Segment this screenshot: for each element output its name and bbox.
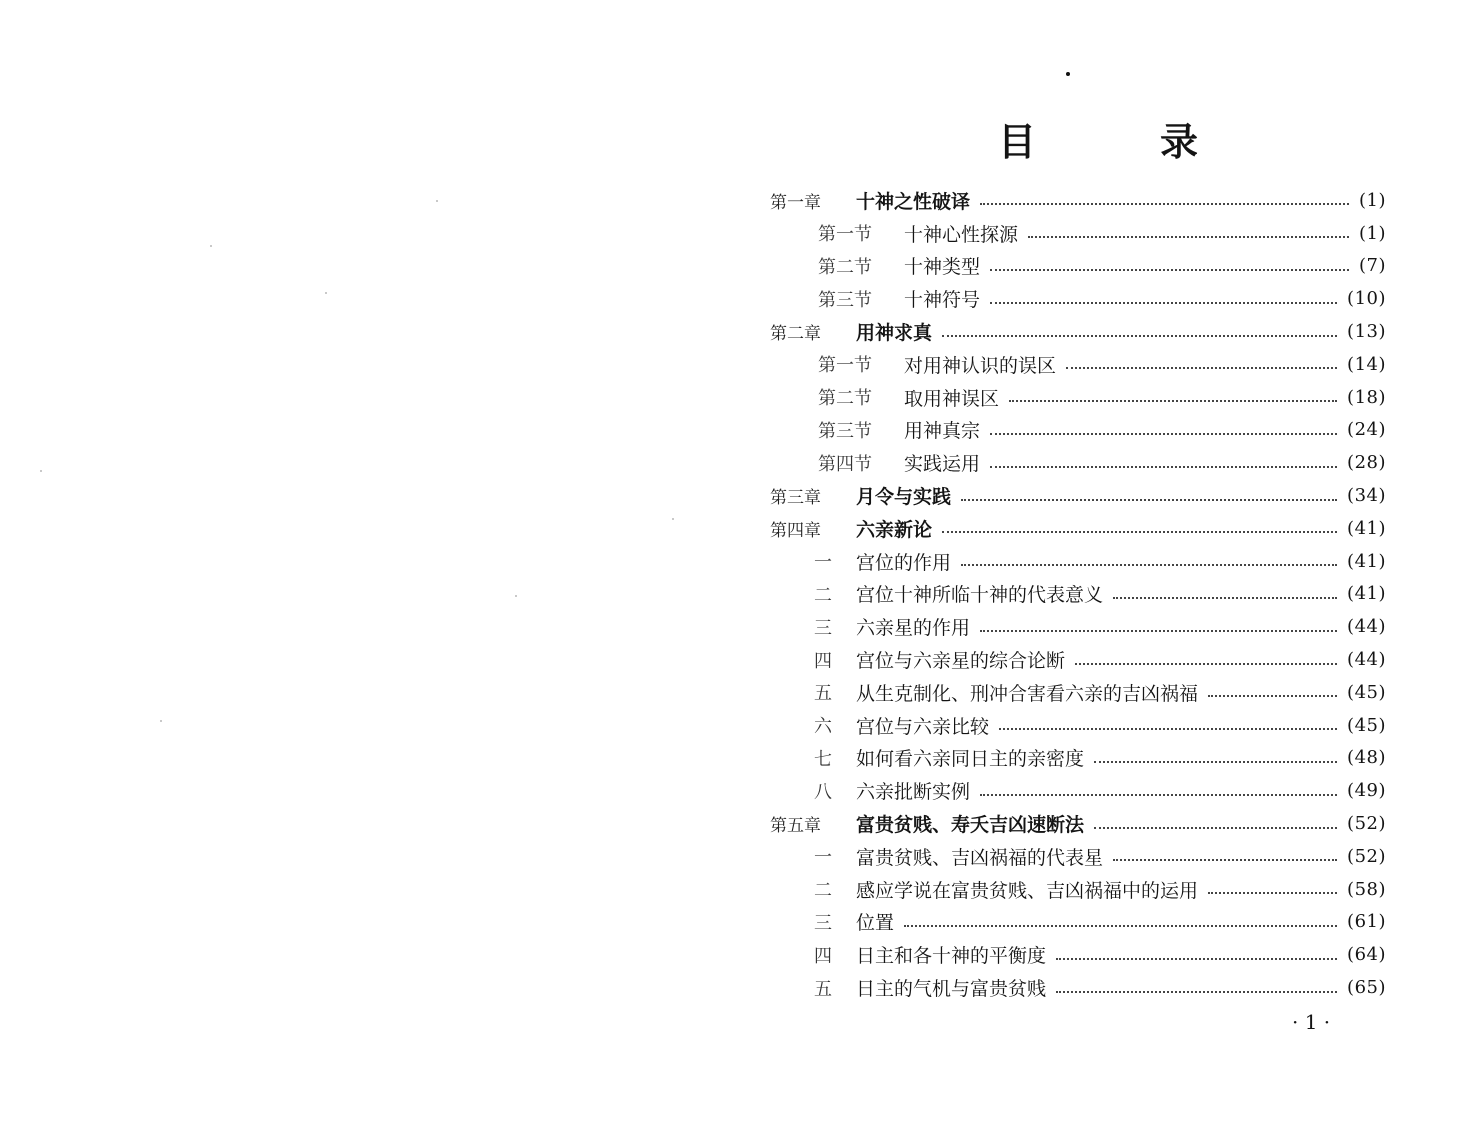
dot-leader: [1075, 663, 1337, 665]
toc-entry-item[interactable]: [770, 938, 1386, 971]
dot-leader: [961, 499, 1337, 501]
toc-entry-chapter[interactable]: [770, 807, 1386, 840]
toc-entry-page: (52): [1347, 845, 1386, 867]
toc-entry-page: (45): [1347, 681, 1386, 703]
dot-leader: [1066, 367, 1337, 369]
toc-entry-number: 第一节: [818, 355, 872, 377]
toc-entry-item[interactable]: [770, 578, 1386, 611]
dot-leader: [1208, 695, 1337, 697]
title-char-1: 目: [998, 119, 1037, 164]
dot-leader: [1094, 827, 1337, 829]
toc-entry-chapter[interactable]: [770, 315, 1386, 348]
toc-entry-page: (1): [1359, 222, 1386, 244]
scan-speck: [40, 470, 42, 472]
page-number: · 1 ·: [1292, 1010, 1331, 1034]
dot-leader: [1094, 761, 1337, 763]
toc-entry-title: 宫位与六亲星的综合论断: [856, 650, 1066, 673]
toc-entry-title: 取用神误区: [904, 387, 1000, 410]
toc-entry-page: (41): [1347, 583, 1386, 605]
toc-entry-title: 位置: [856, 912, 895, 935]
toc-entry-page: (41): [1347, 517, 1386, 539]
dot-leader: [961, 564, 1337, 566]
toc-entry-page: (24): [1347, 419, 1386, 441]
toc-entry-title: 六亲星的作用: [856, 617, 971, 640]
dot-leader: [1056, 958, 1337, 960]
toc-entry-title: 宫位十神所临十神的代表意义: [856, 584, 1104, 607]
toc-entry-title: 十神符号: [904, 289, 981, 312]
scan-speck: [436, 200, 438, 202]
scan-speck: [210, 245, 212, 247]
toc-entry-page: (64): [1347, 944, 1386, 966]
toc-entry-number: 四: [814, 945, 832, 967]
toc-entry-section[interactable]: [770, 348, 1386, 381]
toc-entry-title: 实践运用: [904, 453, 981, 476]
toc-entry-section[interactable]: [770, 282, 1386, 315]
dot-leader: [1113, 597, 1337, 599]
dot-leader: [1056, 991, 1337, 993]
toc-entry-number: 二: [814, 880, 832, 902]
toc-entry-title: 日主和各十神的平衡度: [856, 945, 1047, 968]
toc-entry-page: (14): [1347, 353, 1386, 375]
toc-entry-title: 六亲新论: [856, 518, 933, 541]
toc-entry-title: 十神心性探源: [904, 223, 1019, 246]
toc-entry-section[interactable]: [770, 414, 1386, 447]
toc-entry-page: (52): [1347, 813, 1386, 835]
toc-entry-title: 六亲批断实例: [856, 781, 971, 804]
toc-entry-section[interactable]: [770, 381, 1386, 414]
dot-leader: [942, 531, 1337, 533]
dot-leader: [1009, 400, 1337, 402]
toc-entry-page: (58): [1347, 878, 1386, 900]
toc-entry-title: 感应学说在富贵贫贱、吉凶祸福中的运用: [856, 879, 1199, 902]
toc-entry-item[interactable]: [770, 971, 1386, 1004]
toc-entry-page: (13): [1347, 321, 1386, 343]
toc-entry-section[interactable]: [770, 446, 1386, 479]
scan-speck: [672, 518, 674, 520]
toc-entry-item[interactable]: [770, 709, 1386, 742]
dot-leader: [990, 302, 1337, 304]
page-title: [998, 108, 1198, 168]
toc-entry-page: (18): [1347, 386, 1386, 408]
toc-entry-item[interactable]: [770, 840, 1386, 873]
toc-entry-chapter[interactable]: [770, 184, 1386, 217]
dot-leader: [1208, 892, 1337, 894]
dot-leader: [999, 728, 1337, 730]
toc-entry-page: (44): [1347, 616, 1386, 638]
toc-entry-number: 第四节: [818, 453, 872, 475]
dot-leader: [1028, 236, 1349, 238]
toc-entry-number: 第二节: [818, 388, 872, 410]
toc-entry-number: 四: [814, 650, 832, 672]
toc-entry-number: 第二节: [818, 256, 872, 278]
toc-entry-item[interactable]: [770, 610, 1386, 643]
toc-entry-page: (45): [1347, 714, 1386, 736]
toc-entry-number: 第三章: [770, 488, 821, 509]
toc-entry-item[interactable]: [770, 873, 1386, 906]
toc-entry-page: (7): [1359, 255, 1386, 277]
toc-entry-item[interactable]: [770, 774, 1386, 807]
scan-speck: [160, 720, 162, 722]
toc-entry-title: 如何看六亲同日主的亲密度: [856, 748, 1085, 771]
toc-entry-page: (49): [1347, 780, 1386, 802]
toc-entry-number: 一: [814, 847, 832, 869]
toc-entry-item[interactable]: [770, 906, 1386, 939]
toc-entry-number: 三: [814, 912, 832, 934]
toc-entry-title: 日主的气机与富贵贫贱: [856, 978, 1047, 1001]
toc-entry-page: (65): [1347, 977, 1386, 999]
dot-leader: [980, 203, 1349, 205]
toc-entry-title: 对用神认识的误区: [904, 354, 1057, 377]
toc-entry-number: 一: [814, 552, 832, 574]
toc-entry-chapter[interactable]: [770, 479, 1386, 512]
toc-entry-number: 七: [814, 748, 832, 770]
scan-speck: [325, 292, 327, 294]
toc-entry-number: 三: [814, 617, 832, 639]
toc-entry-number: 二: [814, 584, 832, 606]
toc-entry-title: 宫位的作用: [856, 551, 952, 574]
scan-speck: [515, 595, 517, 597]
toc-entry-page: (34): [1347, 485, 1386, 507]
toc-entry-number: 五: [814, 978, 832, 1000]
toc-entry-page: (28): [1347, 452, 1386, 474]
dot-leader: [980, 630, 1337, 632]
table-of-contents: [770, 184, 1386, 1004]
toc-entry-item[interactable]: [770, 676, 1386, 709]
dot-leader: [942, 335, 1337, 337]
toc-entry-item[interactable]: [770, 742, 1386, 775]
dot-leader: [990, 269, 1349, 271]
toc-entry-number: 八: [814, 781, 832, 803]
dot-leader: [904, 925, 1337, 927]
toc-entry-title: 宫位与六亲比较: [856, 715, 990, 738]
title-char-2: 录: [1159, 119, 1198, 164]
dot-leader: [990, 466, 1337, 468]
toc-entry-page: (61): [1347, 911, 1386, 933]
toc-entry-title: 富贵贫贱、寿夭吉凶速断法: [856, 814, 1085, 837]
toc-entry-item[interactable]: [770, 643, 1386, 676]
toc-entry-item[interactable]: [770, 545, 1386, 578]
dot-leader: [990, 433, 1337, 435]
toc-entry-number: 第一章: [770, 192, 821, 213]
toc-entry-page: (41): [1347, 550, 1386, 572]
toc-entry-number: 第三节: [818, 420, 872, 442]
toc-entry-title: 从生克制化、刑冲合害看六亲的吉凶祸福: [856, 682, 1199, 705]
toc-entry-page: (1): [1359, 189, 1386, 211]
toc-entry-page: (44): [1347, 649, 1386, 671]
toc-entry-section[interactable]: [770, 250, 1386, 283]
toc-entry-page: (48): [1347, 747, 1386, 769]
dot-leader: [980, 794, 1337, 796]
toc-entry-number: 第三节: [818, 289, 872, 311]
toc-entry-title: 月令与实践: [856, 486, 952, 509]
toc-entry-title: 用神求真: [856, 322, 933, 345]
toc-entry-title: 用神真宗: [904, 420, 981, 443]
toc-entry-number: 第四章: [770, 520, 821, 541]
toc-entry-number: 六: [814, 716, 832, 738]
toc-entry-number: 五: [814, 683, 832, 705]
toc-entry-number: 第五章: [770, 816, 821, 837]
toc-page: [730, 0, 1460, 1122]
toc-entry-title: 富贵贫贱、吉凶祸福的代表星: [856, 846, 1104, 869]
toc-entry-title: 十神类型: [904, 256, 981, 279]
toc-entry-page: (10): [1347, 288, 1386, 310]
toc-entry-number: 第二章: [770, 324, 821, 345]
toc-entry-title: 十神之性破译: [856, 190, 971, 213]
dot-leader: [1113, 859, 1337, 861]
toc-entry-number: 第一节: [818, 224, 872, 246]
toc-entry-chapter[interactable]: [770, 512, 1386, 545]
toc-entry-section[interactable]: [770, 217, 1386, 250]
top-dot: [1066, 72, 1070, 76]
